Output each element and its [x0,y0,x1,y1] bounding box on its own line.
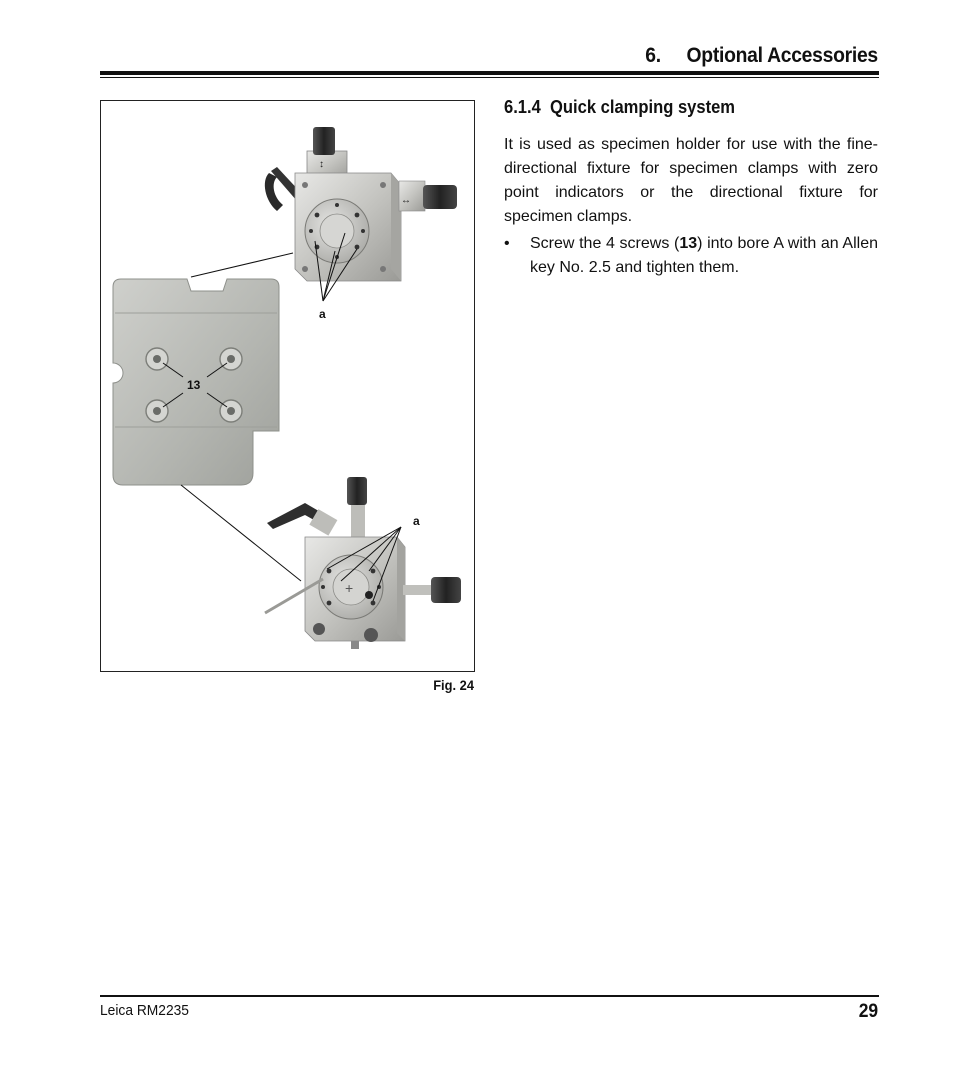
footer-page-number: 29 [858,1001,878,1022]
svg-text:↔: ↔ [401,195,411,206]
bullet-text-suffix: ) into bore A with an Allen key No. 2.5 and tighten them. [530,235,879,276]
section-number: 6.1.4 [504,97,541,117]
figure-label-a-top: a [319,307,326,321]
header-rule-thin [100,77,879,78]
header-rule-thick [100,71,879,75]
footer-rule [100,995,879,997]
figure-frame [100,100,475,672]
bullet-text-bold: 13 [679,235,698,252]
figure-caption: Fig. 24 [433,677,474,693]
page-header-title [645,44,878,68]
bullet-text-prefix: Screw the 4 screws ( [530,235,680,252]
svg-text:+: + [345,580,354,596]
figure-illustration [101,101,474,671]
clamping-plate [113,279,301,581]
section-title: Quick clamping system [550,97,736,117]
bullet-dot: • [504,235,510,252]
body-paragraph: It is used as specimen holder for use with the fine-directional fixture for specimen clamps with zero point indicators or the directional fixture for specimen clamps. [504,136,878,225]
figure-label-13: 13 [187,378,201,392]
footer-product: Leica RM2235 [100,1002,189,1019]
header-section-title: Optional Accessories [686,44,878,67]
header-section-number: 6. [645,44,661,67]
bullet-text [530,232,878,280]
figure-label-a-bottom: a [413,514,420,528]
section-heading [504,97,735,118]
bottom-clamp-assembly [265,477,461,649]
svg-text:↕: ↕ [319,159,324,170]
